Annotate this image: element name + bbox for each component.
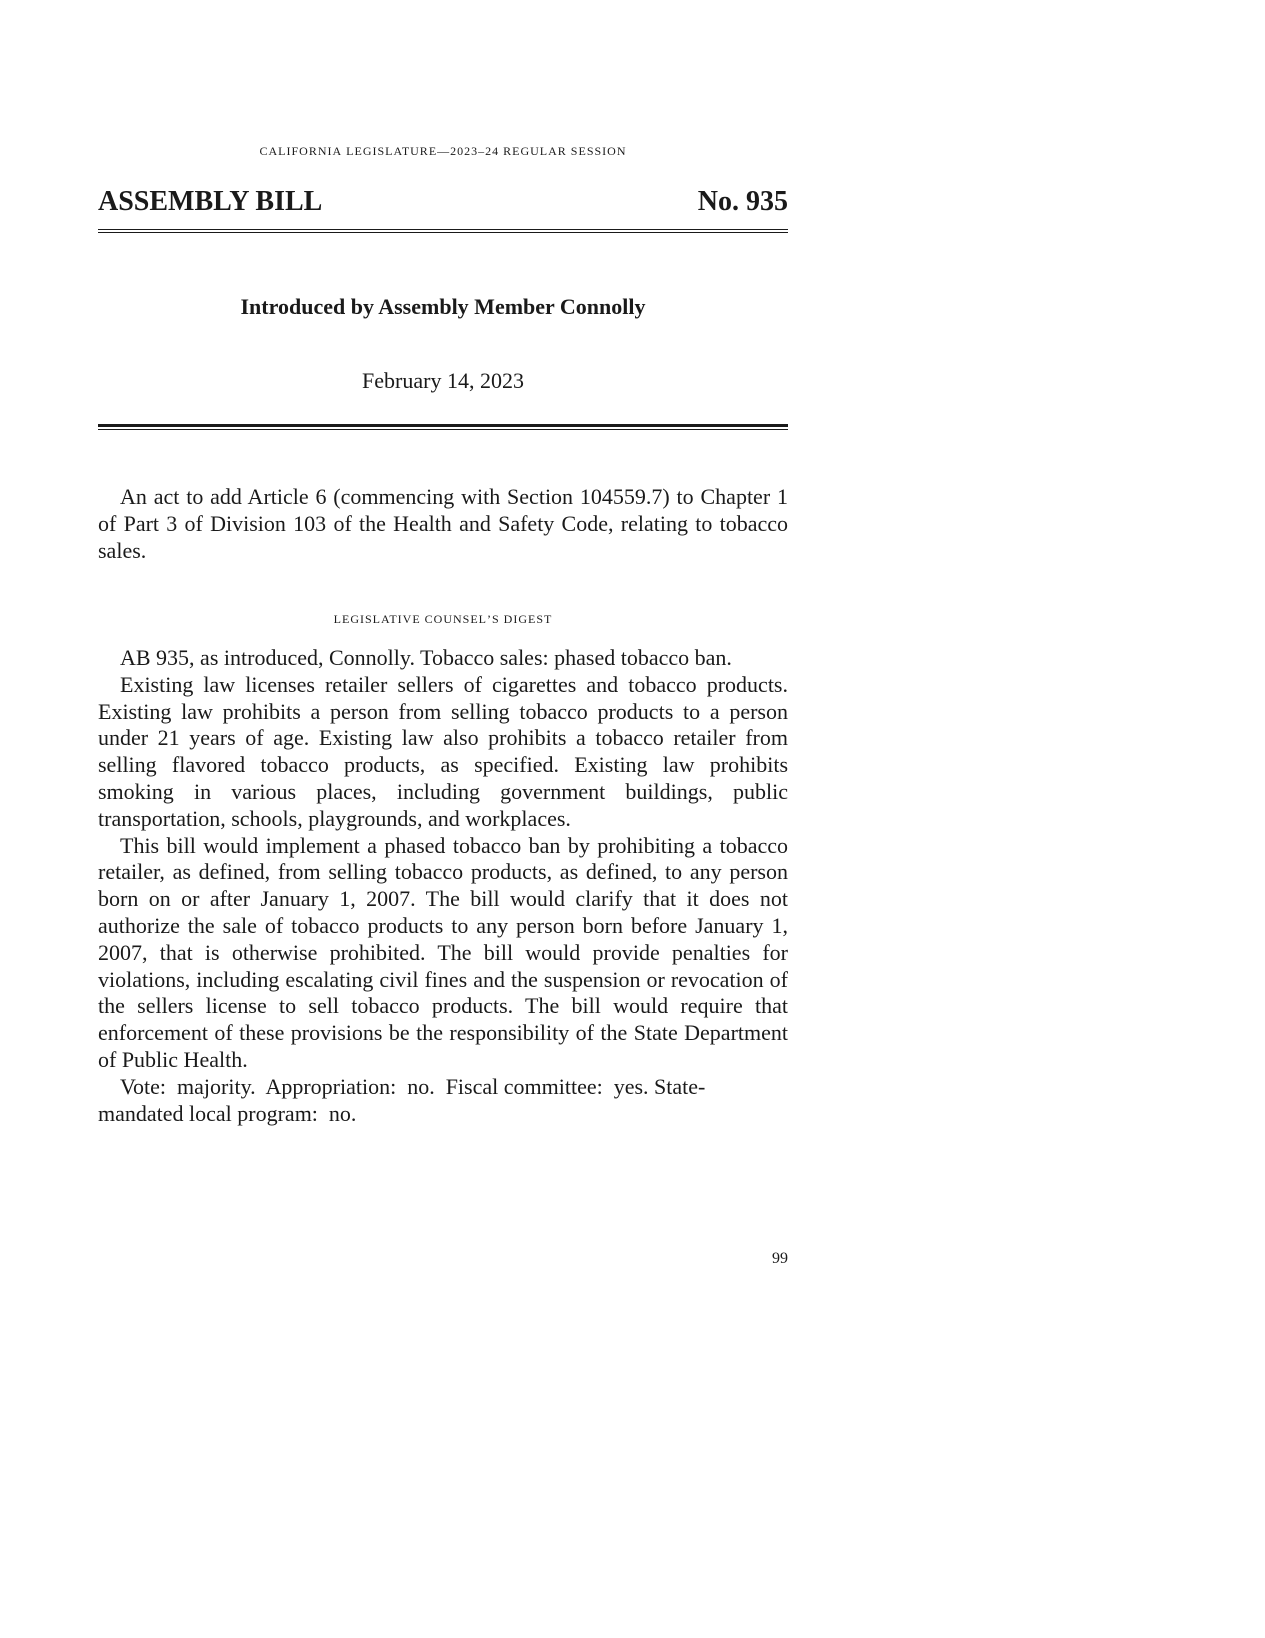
act-description — [98, 484, 788, 564]
introduction-date: February 14, 2023 — [362, 368, 524, 393]
introduced-by: Introduced by Assembly Member Connolly — [240, 294, 646, 319]
digest-heading: legislative counsel’s digest — [333, 608, 553, 627]
section-rule — [98, 424, 788, 430]
bill-type: ASSEMBLY BILL — [98, 186, 323, 217]
session-header: california legislature—2023–24 regular session — [259, 140, 627, 159]
bill-header — [98, 186, 788, 218]
bill-page — [98, 0, 788, 1638]
page-number: 99 — [772, 1250, 788, 1267]
digest-paragraph: This bill would implement a phased tobacco ban by prohibiting a tobacco retailer, as defined, from selling tobacco products, as defined, to any person born on or after January 1, 2007. The bill would clarify that it does not authorize the sale of tobacco products to any person born before January 1, 2007, that is otherwise prohibited. The bill would provide penalties for violations, including escalating civil fines and the suspension or revocation of the sellers license to sell tobacco products. The bill would require that enforcement of these provisions be the responsibility of the State Department of Public Health. — [98, 832, 788, 1072]
vote-line: Vote: majority. Appropriation: no. Fiscal committee: yes. State-mandated local program: no. — [98, 1073, 706, 1126]
digest-paragraph: Existing law licenses retailer sellers of cigarettes and tobacco products. Existing law prohibits a person from selling tobacco products to a person under 21 years of age. Existing law also prohibits a tobacco retailer from selling flavored tobacco products, as specified. Existing law prohibits smoking in various places, including government buildings, public transportation, schools, playgrounds, and workplaces. — [98, 671, 788, 831]
header-rule — [98, 229, 788, 233]
act-description-text: An act to add Article 6 (commencing with Section 104559.7) to Chapter 1 of Part 3 of Division 103 of the Health and Safety Code, relating to tobacco sales. — [98, 484, 788, 563]
digest-body — [98, 645, 788, 1127]
digest-paragraph: AB 935, as introduced, Connolly. Tobacco sales: phased tobacco ban. — [120, 645, 732, 670]
bill-number: No. 935 — [697, 186, 788, 217]
